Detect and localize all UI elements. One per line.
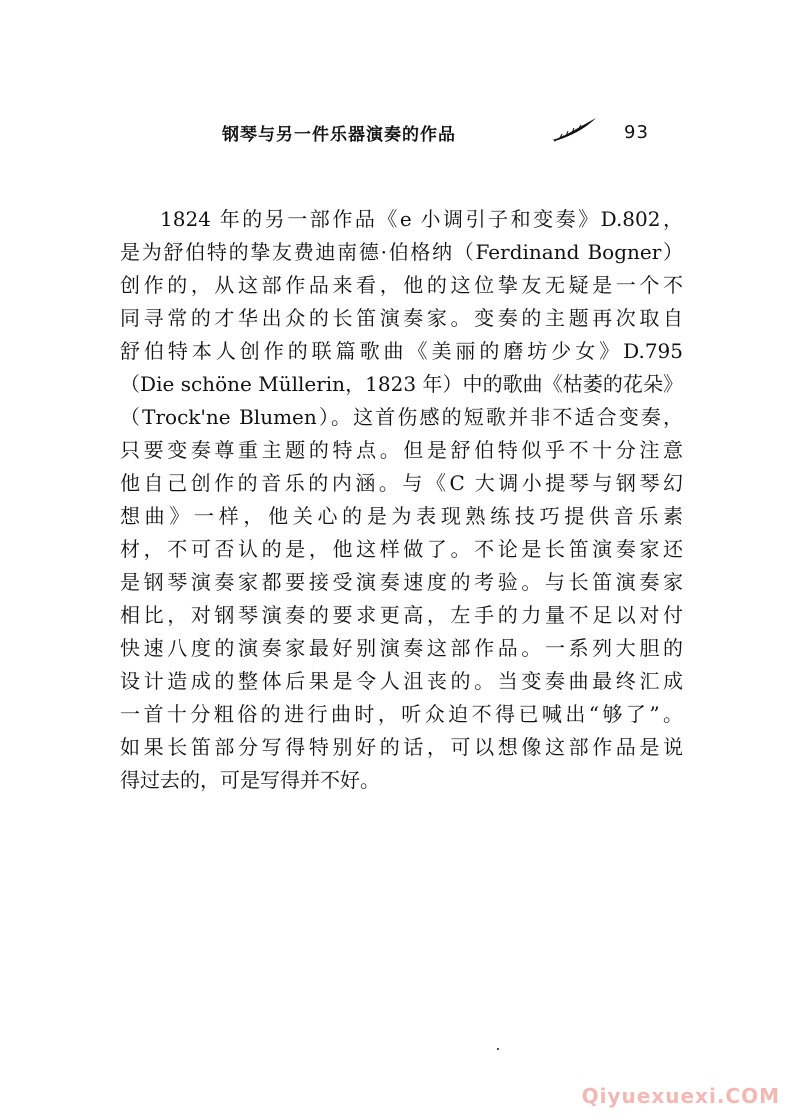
text-line: （Die schöne Müllerin，1823 年）中的歌曲《枯萎的花朵》 <box>120 372 683 396</box>
text-line: 他自己创作的音乐的内涵。与《C 大调小提琴与钢琴幻 <box>120 471 683 495</box>
text-line: 只要变奏尊重主题的特点。但是舒伯特似乎不十分注意 <box>120 438 683 462</box>
text-line: 同寻常的才华出众的长笛演奏家。变奏的主题再次取自 <box>120 306 683 330</box>
watermark: Qiyuexuexi.COM <box>581 1084 780 1108</box>
body-paragraph <box>120 203 683 797</box>
text-line: 创作的，从这部作品来看，他的这位挚友无疑是一个不 <box>120 273 683 297</box>
text-line: 相比，对钢琴演奏的要求更高，左手的力量不足以对付 <box>120 603 683 627</box>
running-head <box>222 116 662 150</box>
text-line: 材，不可否认的是，他这样做了。不论是长笛演奏家还 <box>120 537 683 561</box>
text-line: 是钢琴演奏家都要接受演奏速度的考验。与长笛演奏家 <box>120 570 683 594</box>
text-line: （Trock'ne Blumen）。这首伤感的短歌并非不适合变奏， <box>120 405 683 429</box>
scan-dot <box>497 1048 499 1050</box>
text-line: 如果长笛部分写得特别好的话，可以想像这部作品是说 <box>120 735 683 759</box>
text-line: 快速八度的演奏家最好别演奏这部作品。一系列大胆的 <box>120 636 683 660</box>
text-line: 得过去的，可是写得并不好。 <box>120 768 380 792</box>
running-title: 钢琴与另一件乐器演奏的作品 <box>222 125 456 145</box>
text-line: 舒伯特本人创作的联篇歌曲《美丽的磨坊少女》D.795 <box>120 339 683 363</box>
text-line: 是为舒伯特的挚友费迪南德·伯格纳（Ferdinand Bogner） <box>120 240 683 264</box>
text-line: 一首十分粗俗的进行曲时，听众迫不得已喊出“够了”。 <box>120 702 683 726</box>
quill-icon <box>550 116 598 144</box>
page-number: 93 <box>624 122 649 143</box>
text-line: 1824 年的另一部作品《e 小调引子和变奏》D.802， <box>160 207 683 231</box>
text-line: 设计造成的整体后果是令人沮丧的。当变奏曲最终汇成 <box>120 669 683 693</box>
text-line: 想曲》一样，他关心的是为表现熟练技巧提供音乐素 <box>120 504 683 528</box>
